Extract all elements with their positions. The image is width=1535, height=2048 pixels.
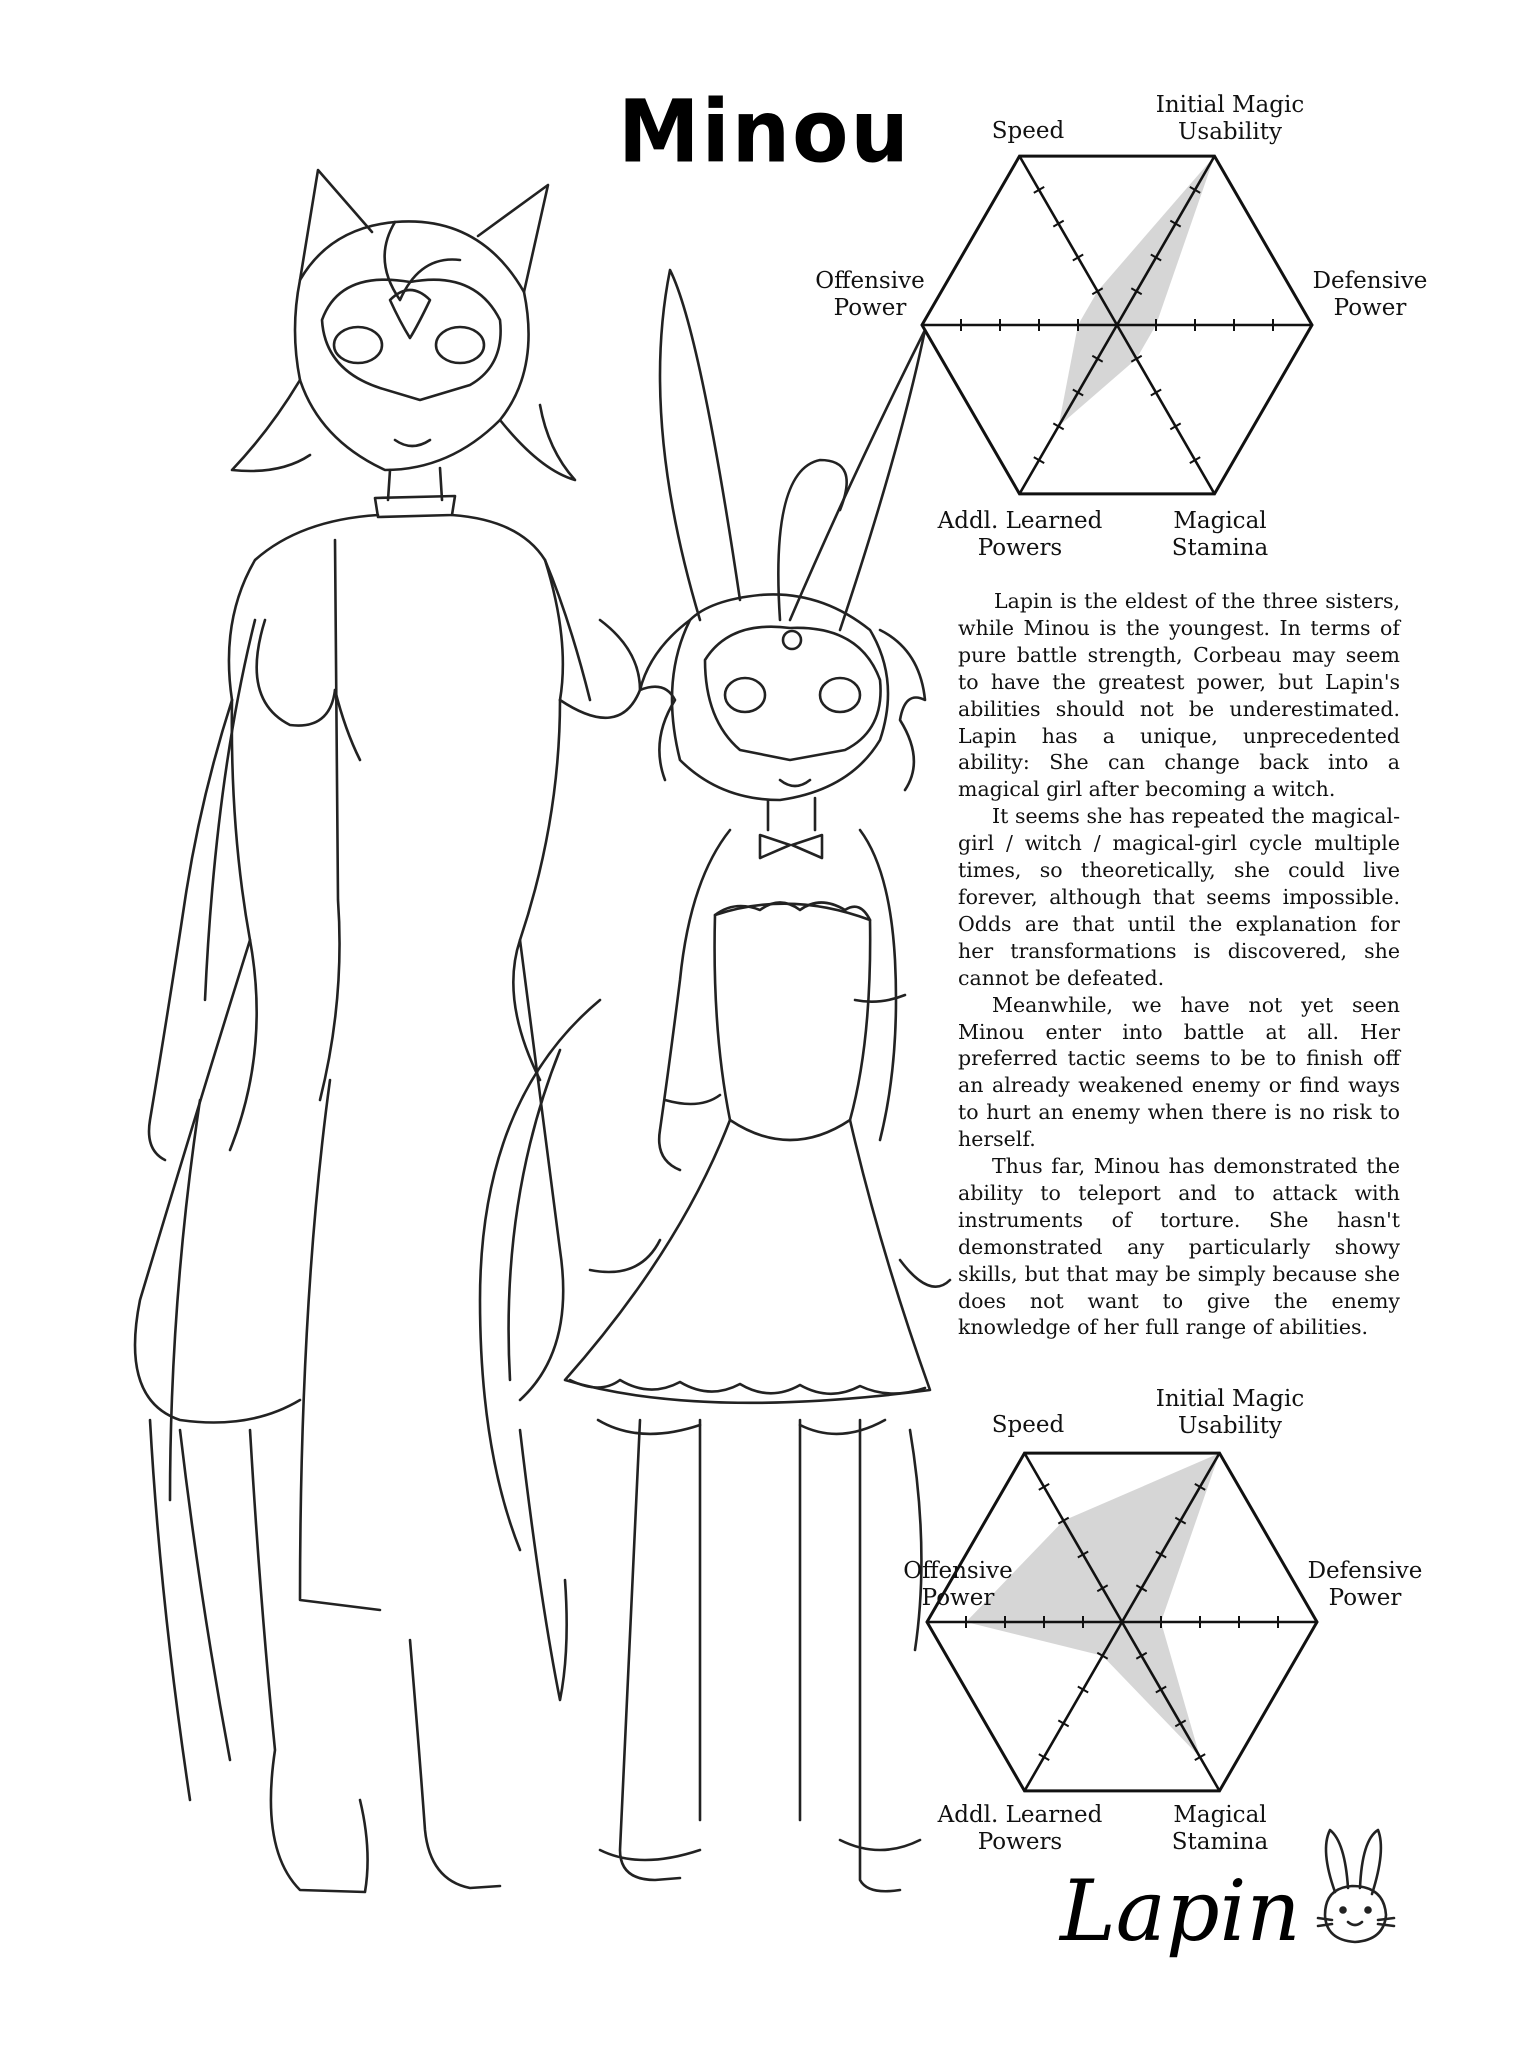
radar-chart-minou [922,156,1312,494]
axis-line-speed [1020,156,1118,325]
chart-minou-label-stamina: Magical Stamina [1171,508,1269,561]
lapin-figure [480,270,950,1891]
chart-minou-label-defensive: Defensive Power [1312,268,1428,321]
chart-lapin-label-defensive: Defensive Power [1307,1558,1423,1611]
chart-minou-label-speed: Speed [991,118,1065,144]
chart-minou-label-offensive: Offensive Power [815,268,925,321]
chart-minou-label-learned: Addl. Learned Powers [937,508,1103,561]
chart-lapin-label-learned: Addl. Learned Powers [937,1802,1103,1855]
chart-lapin-label-speed: Speed [991,1412,1065,1438]
chart-lapin-label-offensive: Offensive Power [903,1558,1013,1611]
chart-lapin-label-stamina: Magical Stamina [1171,1802,1269,1855]
character-description [958,588,1400,1341]
minou-title: Minou [618,82,911,183]
description-paragraph: Lapin is the eldest of the three sisters, while Minou is the youngest. In terms of pure battle strength, Corbeau may seem to have the greatest power, but Lapin's abilities should not be underestimated. Lapin has a unique, unprecedented ability: She can change back into a magical girl after becoming a witch. [958,589,1400,802]
minou-figure [135,170,640,1892]
radar-chart-lapin [927,1453,1317,1791]
bunny-doodle-icon [1318,1830,1394,1942]
description-paragraph: It seems she has repeated the magical-girl / witch / magical-girl cycle multiple times, so theoretically, she could live forever, although that seems impossible. Odds are that until the explanation for her transformations is discovered, she cannot be defeated. [958,804,1400,990]
lapin-title: Lapin [1060,1862,1301,1960]
axis-line-initial_magic [1117,156,1215,325]
axis-line-learned [1020,325,1118,494]
description-paragraph: Thus far, Minou has demonstrated the ability to teleport and to attack with instruments of torture. She hasn't demonstrated any particularly showy skills, but that may be simply because she does not want to give the enemy knowledge of her full range of abilities. [958,1154,1400,1340]
chart-lapin-label-initial-magic: Initial Magic Usability [1155,1386,1305,1439]
chart-minou-label-initial-magic: Initial Magic Usability [1155,92,1305,145]
axis-line-stamina [1117,325,1215,494]
description-paragraph: Meanwhile, we have not yet seen Minou enter into battle at all. Her preferred tactic seems to be to finish off an already weakened enemy or find ways to hurt an enemy when there is no risk to herself. [958,992,1400,1152]
axis-line-stamina [1122,1622,1220,1791]
